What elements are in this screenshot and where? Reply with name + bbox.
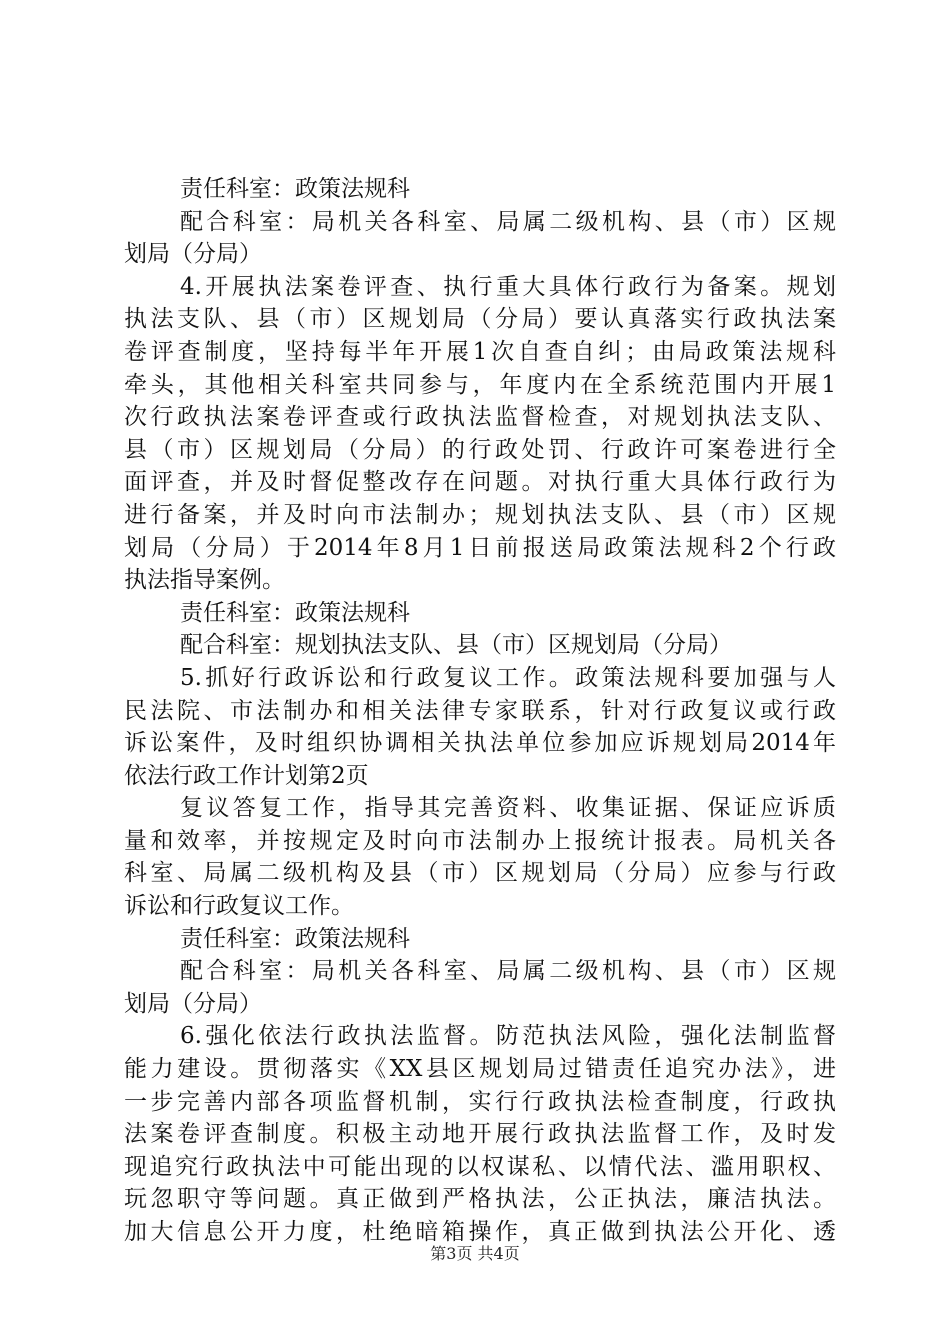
- document-body: [124, 173, 836, 1249]
- text-line: 执法支队、县（市）区规划局（分局）要认真落实行政执法案: [124, 306, 836, 333]
- text-line: 依法行政工作计划第2页: [124, 762, 369, 789]
- text-line: 一步完善内部各项监督机制，实行行政执法检查制度，行政执: [124, 1088, 836, 1115]
- text-line: 配合科室：局机关各科室、局属二级机构、县（市）区规: [180, 208, 836, 235]
- text-line: 面评查，并及时督促整改存在问题。对执行重大具体行政行为: [124, 469, 836, 496]
- text-line: 5.抓好行政诉讼和行政复议工作。政策法规科要加强与人: [180, 664, 836, 691]
- text-line: 诉讼和行政复议工作。: [124, 893, 354, 920]
- text-line: 诉讼案件，及时组织协调相关执法单位参加应诉规划局2014年: [124, 730, 836, 757]
- text-line: 现追究行政执法中可能出现的以权谋私、以情代法、滥用职权、: [124, 1153, 836, 1180]
- text-line: 6.强化依法行政执法监督。防范执法风险，强化法制监督: [180, 1023, 836, 1050]
- text-line: 玩忽职守等问题。真正做到严格执法，公正执法，廉洁执法。: [124, 1186, 836, 1213]
- text-line: 民法院、市法制办和相关法律专家联系，针对行政复议或行政: [124, 697, 836, 724]
- text-line: 进行备案，并及时向市法制办；规划执法支队、县（市）区规: [124, 501, 836, 528]
- text-line: 县（市）区规划局（分局）的行政处罚、行政许可案卷进行全: [124, 436, 836, 463]
- text-line: 执法指导案例。: [124, 567, 285, 594]
- text-line: 复议答复工作，指导其完善资料、收集证据、保证应诉质: [180, 795, 836, 822]
- text-line: 划局（分局）: [124, 241, 262, 268]
- text-line: 4.开展执法案卷评查、执行重大具体行政行为备案。规划: [180, 273, 836, 300]
- text-line: 能力建设。贯彻落实《XX县区规划局过错责任追究办法》，进: [124, 1056, 836, 1083]
- text-line: 责任科室：政策法规科: [180, 599, 410, 626]
- text-line: 加大信息公开力度，杜绝暗箱操作，真正做到执法公开化、透: [124, 1219, 836, 1245]
- text-line: 划局（分局）: [124, 990, 262, 1017]
- text-line: 牵头，其他相关科室共同参与，年度内在全系统范围内开展1: [124, 371, 836, 398]
- text-line: 法案卷评查制度。积极主动地开展行政执法监督工作，及时发: [124, 1121, 836, 1148]
- text-line: 配合科室：局机关各科室、局属二级机构、县（市）区规: [180, 958, 836, 985]
- text-line: 责任科室：政策法规科: [180, 925, 410, 952]
- text-line: 责任科室：政策法规科: [180, 176, 410, 202]
- page-footer: 第3页 共4页: [430, 1244, 520, 1263]
- text-line: 卷评查制度，坚持每半年开展1次自查自纠；由局政策法规科: [124, 338, 836, 365]
- text-line: 科室、局属二级机构及县（市）区规划局（分局）应参与行政: [124, 860, 836, 887]
- text-line: 次行政执法案卷评查或行政执法监督检查，对规划执法支队、: [124, 404, 836, 431]
- text-line: 量和效率，并按规定及时向市法制办上报统计报表。局机关各: [124, 827, 836, 854]
- text-line: 划局（分局）于2014年8月1日前报送局政策法规科2个行政: [124, 534, 836, 561]
- text-line: 配合科室：规划执法支队、县（市）区规划局（分局）: [180, 632, 732, 659]
